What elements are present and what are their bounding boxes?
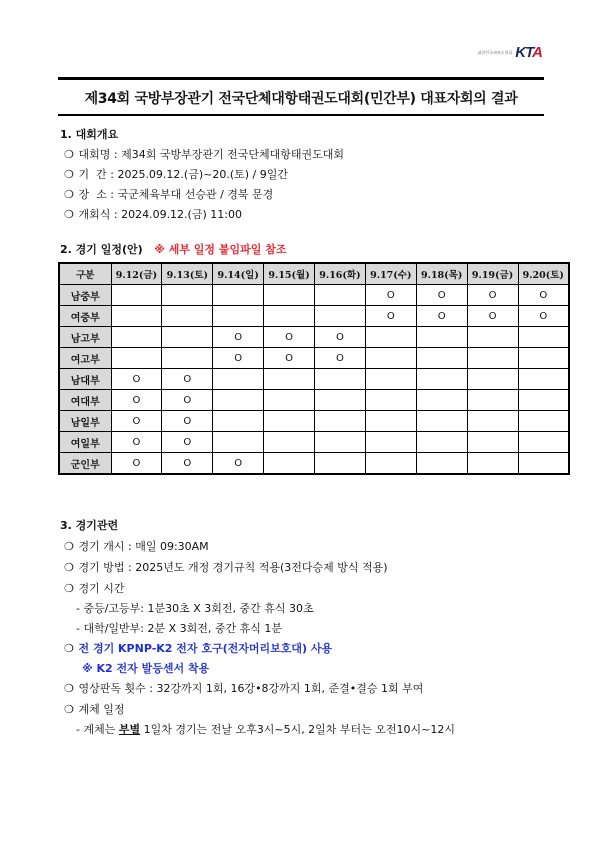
- section1-heading: 1. 대회개요: [60, 128, 119, 141]
- logo-caption: 대한민국태권도협회: [477, 49, 513, 55]
- schedule-cell: O: [162, 432, 213, 453]
- header-division: 구분: [59, 263, 111, 285]
- division-cell: 남고부: [59, 327, 111, 348]
- schedule-cell: [518, 453, 569, 475]
- schedule-cell: [467, 432, 518, 453]
- schedule-cell: [518, 327, 569, 348]
- k2-sensor-note: ※ K2 전자 발등센서 착용: [82, 662, 210, 675]
- schedule-cell: [315, 369, 366, 390]
- schedule-cell: [416, 369, 467, 390]
- schedule-table: [58, 262, 570, 475]
- header-date: 9.19(금): [467, 263, 518, 285]
- schedule-cell: O: [162, 411, 213, 432]
- schedule-cell: O: [264, 327, 315, 348]
- schedule-row: [59, 390, 569, 411]
- schedule-cell: [416, 327, 467, 348]
- schedule-cell: [315, 453, 366, 475]
- division-cell: 여중부: [59, 306, 111, 327]
- match-time-college-general: - 대학/일반부: 2분 X 3회전, 중간 휴식 1분: [76, 622, 283, 635]
- schedule-cell: O: [111, 390, 162, 411]
- schedule-cell: O: [111, 369, 162, 390]
- schedule-row: [59, 348, 569, 369]
- schedule-cell: [111, 348, 162, 369]
- title-rule-top: [58, 77, 544, 80]
- schedule-cell: [264, 285, 315, 306]
- schedule-cell: [264, 432, 315, 453]
- schedule-cell: [416, 390, 467, 411]
- schedule-cell: [467, 369, 518, 390]
- schedule-cell: [365, 348, 416, 369]
- schedule-cell: [264, 453, 315, 475]
- schedule-cell: O: [416, 285, 467, 306]
- schedule-row: [59, 432, 569, 453]
- schedule-cell: [315, 390, 366, 411]
- logo-mark: KTA: [515, 44, 542, 61]
- section2-heading: 2. 경기 일정(안) ※ 세부 일정 붙임파일 참조: [60, 243, 287, 256]
- schedule-cell: [162, 285, 213, 306]
- schedule-cell: O: [416, 306, 467, 327]
- schedule-cell: [213, 390, 264, 411]
- header-date: 9.16(화): [315, 263, 366, 285]
- schedule-cell: O: [467, 285, 518, 306]
- match-method: ❍ 경기 방법 : 2025년도 개정 경기규칙 적용(3전다승제 방식 적용): [64, 561, 388, 574]
- match-time-label: ❍ 경기 시간: [64, 582, 125, 595]
- schedule-cell: O: [213, 327, 264, 348]
- schedule-cell: [467, 390, 518, 411]
- schedule-row: [59, 327, 569, 348]
- schedule-cell: [111, 306, 162, 327]
- schedule-cell: [416, 348, 467, 369]
- schedule-cell: O: [518, 285, 569, 306]
- schedule-cell: [111, 327, 162, 348]
- division-cell: 여일부: [59, 432, 111, 453]
- schedule-note: ※ 세부 일정 붙임파일 참조: [154, 243, 287, 256]
- schedule-cell: [213, 369, 264, 390]
- overview-item-period: ❍ 기 간 : 2025.09.12.(금)~20.(토) / 9일간: [64, 168, 289, 181]
- schedule-row: [59, 411, 569, 432]
- schedule-cell: [467, 411, 518, 432]
- schedule-cell: [213, 306, 264, 327]
- schedule-cell: [162, 348, 213, 369]
- division-cell: 여대부: [59, 390, 111, 411]
- schedule-cell: [518, 411, 569, 432]
- schedule-cell: [416, 432, 467, 453]
- match-time-middle-high: - 중등/고등부: 1분30초 X 3회전, 중간 휴식 30초: [76, 602, 314, 615]
- schedule-cell: O: [365, 306, 416, 327]
- schedule-row: [59, 306, 569, 327]
- schedule-cell: [264, 411, 315, 432]
- schedule-cell: [315, 411, 366, 432]
- schedule-cell: O: [467, 306, 518, 327]
- schedule-cell: O: [162, 390, 213, 411]
- overview-item-opening: ❍ 개회식 : 2024.09.12.(금) 11:00: [64, 208, 242, 221]
- schedule-cell: O: [315, 348, 366, 369]
- schedule-cell: [416, 411, 467, 432]
- schedule-cell: O: [111, 453, 162, 475]
- schedule-cell: [213, 432, 264, 453]
- header-date: 9.12(금): [111, 263, 162, 285]
- schedule-cell: [365, 432, 416, 453]
- kta-logo: [477, 44, 542, 61]
- schedule-cell: [264, 390, 315, 411]
- schedule-row: [59, 285, 569, 306]
- schedule-cell: [111, 285, 162, 306]
- division-cell: 남중부: [59, 285, 111, 306]
- division-cell: 남대부: [59, 369, 111, 390]
- schedule-cell: [518, 369, 569, 390]
- schedule-cell: [162, 327, 213, 348]
- schedule-cell: [365, 369, 416, 390]
- schedule-cell: [467, 327, 518, 348]
- schedule-cell: [467, 453, 518, 475]
- schedule-cell: O: [315, 327, 366, 348]
- schedule-cell: [416, 453, 467, 475]
- division-cell: 남일부: [59, 411, 111, 432]
- schedule-cell: [365, 411, 416, 432]
- schedule-cell: [162, 306, 213, 327]
- schedule-row: [59, 453, 569, 475]
- division-cell: 여고부: [59, 348, 111, 369]
- schedule-cell: O: [213, 453, 264, 475]
- match-start: ❍ 경기 개시 : 매일 09:30AM: [64, 540, 209, 553]
- header-date: 9.20(토): [518, 263, 569, 285]
- overview-item-venue: ❍ 장 소 : 국군체육부대 선승관 / 경북 문경: [64, 188, 274, 201]
- schedule-cell: [213, 285, 264, 306]
- schedule-cell: [365, 390, 416, 411]
- schedule-cell: O: [162, 453, 213, 475]
- weigh-in-label: ❍ 계체 일정: [64, 703, 125, 716]
- video-replay: ❍ 영상판독 횟수 : 32강까지 1회, 16강•8강까지 1회, 준결•결승 1회 부여: [64, 682, 424, 695]
- schedule-cell: O: [264, 348, 315, 369]
- schedule-cell: [365, 453, 416, 475]
- schedule-cell: [518, 348, 569, 369]
- schedule-row: [59, 369, 569, 390]
- schedule-cell: O: [111, 411, 162, 432]
- schedule-cell: O: [111, 432, 162, 453]
- kpnp-equipment: ❍ 전 경기 KPNP-K2 전자 호구(전자머리보호대) 사용: [64, 642, 333, 655]
- schedule-cell: O: [162, 369, 213, 390]
- schedule-cell: [315, 432, 366, 453]
- schedule-header-row: [59, 263, 569, 285]
- schedule-cell: O: [365, 285, 416, 306]
- division-cell: 군인부: [59, 453, 111, 475]
- document-title: 제34회 국방부장관기 전국단체대항태권도대회(민간부) 대표자회의 결과: [84, 91, 518, 107]
- schedule-cell: [365, 327, 416, 348]
- section3-heading: 3. 경기관련: [60, 519, 119, 532]
- schedule-cell: [213, 411, 264, 432]
- overview-item-name: ❍ 대회명 : 제34회 국방부장관기 전국단체대항태권도대회: [64, 148, 344, 161]
- schedule-cell: [315, 306, 366, 327]
- schedule-cell: O: [518, 306, 569, 327]
- schedule-cell: [518, 390, 569, 411]
- schedule-cell: [467, 348, 518, 369]
- header-date: 9.17(수): [365, 263, 416, 285]
- title-rule-bottom: [58, 114, 544, 116]
- header-date: 9.13(토): [162, 263, 213, 285]
- schedule-cell: [518, 432, 569, 453]
- schedule-cell: [315, 285, 366, 306]
- header-date: 9.15(월): [264, 263, 315, 285]
- weigh-in-schedule: - 계체는 부별 1일차 경기는 전날 오후3시~5시, 2일차 부터는 오전10시~12시: [76, 723, 456, 736]
- schedule-cell: O: [213, 348, 264, 369]
- header-date: 9.14(일): [213, 263, 264, 285]
- header-date: 9.18(목): [416, 263, 467, 285]
- schedule-cell: [264, 306, 315, 327]
- schedule-cell: [264, 369, 315, 390]
